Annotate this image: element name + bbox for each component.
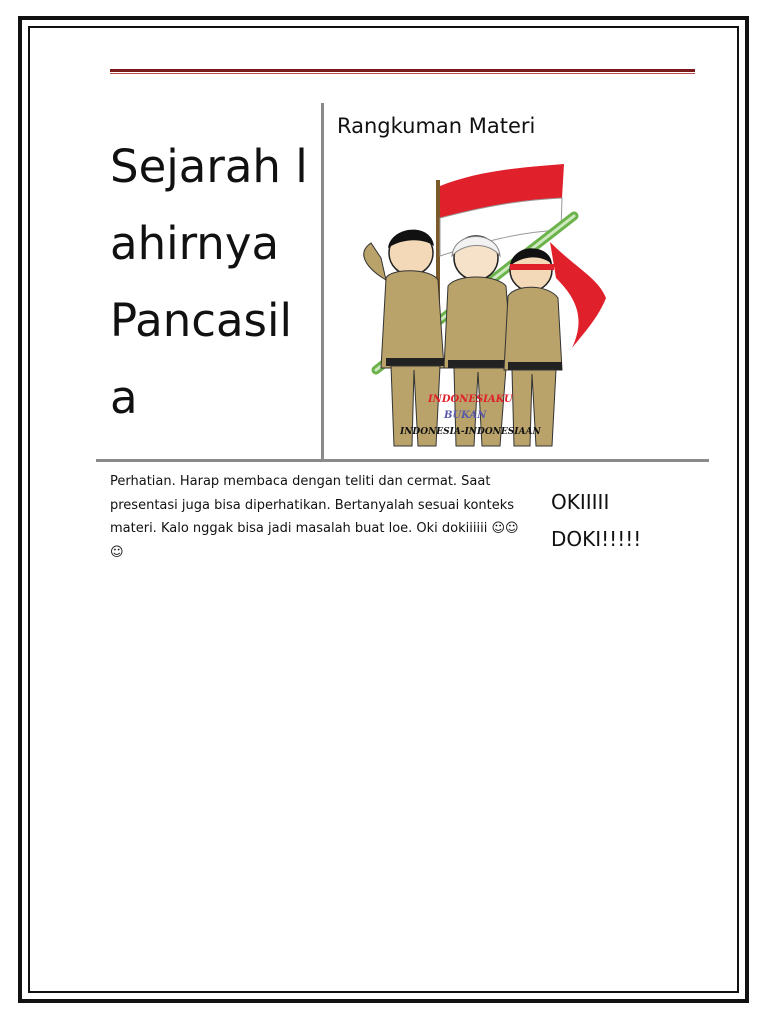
document-subtitle: Rangkuman Materi [337,114,536,138]
notice-text: Perhatian. Harap membaca dengan teliti dan cermat. Saat presentasi juga bisa diperhatikan. Bertanyalah sesuai konteks materi. Kalo nggak bisa jadi masalah buat loe. Oki dokiiiiii ☺☺☺ [110,474,519,560]
document-title: Sejarah lahirnya Pancasila [110,140,308,424]
shout-text: OKIIIII DOKI!!!!! [551,490,642,551]
vertical-divider [321,103,324,459]
header-rule [110,69,695,72]
illustration-caption-1: INDONESIAKU [428,394,513,405]
horizontal-divider [96,459,709,462]
illustration-caption-2: BUKAN [444,410,487,421]
illustration-caption-3: INDONESIA-INDONESIAAN [400,427,541,437]
scout-flag-illustration [336,158,616,448]
header-rule-accent [110,73,695,74]
